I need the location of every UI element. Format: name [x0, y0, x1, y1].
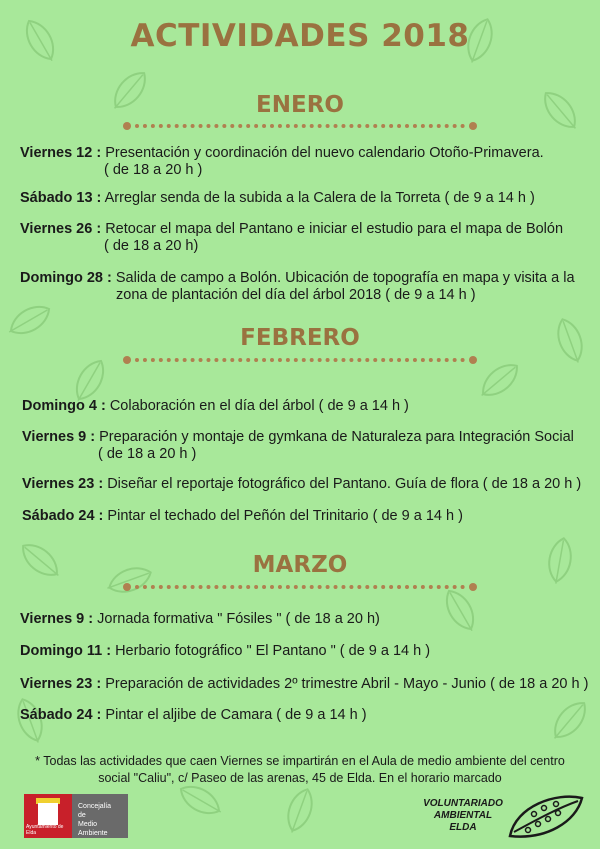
dotted-divider	[135, 585, 465, 593]
activity-entry	[20, 190, 590, 207]
footnote-line: social "Caliu", c/ Paseo de las arenas, 45 de Elda. En el horario marcado	[98, 771, 502, 785]
activity-day: Viernes 23 :	[22, 476, 104, 492]
activity-text: Preparación de actividades 2º trimestre Abril - Mayo - Junio ( de 18 a 20 h )	[105, 676, 589, 692]
activity-day: Viernes 12 :	[20, 145, 102, 161]
activity-entry	[20, 643, 590, 660]
activity-text: Colaboración en el día del árbol ( de 9 a 14 h )	[109, 398, 409, 414]
activity-entry	[20, 270, 590, 304]
ayuntamiento-logo	[24, 794, 128, 838]
activity-text-cont: zona de plantación del día del árbol 2018 ( de 9 a 14 h )	[116, 287, 476, 303]
activity-day: Domingo 28 :	[20, 270, 112, 286]
activity-entry	[22, 476, 592, 493]
activity-text: Salida de campo a Bolón. Ubicación de topografía en mapa y visita a la	[115, 270, 575, 286]
activity-day: Viernes 23 :	[20, 676, 102, 692]
activity-text: Presentación y coordinación del nuevo calendario Otoño-Primavera.	[105, 145, 544, 161]
dotted-divider	[135, 358, 465, 366]
activity-entry	[20, 707, 590, 724]
activity-entry	[20, 676, 590, 693]
activity-day: Domingo 11 :	[20, 643, 112, 659]
activity-text: Pintar el techado del Peñón del Trinitario ( de 9 a 14 h )	[107, 508, 463, 524]
activity-day: Domingo 4 :	[22, 398, 106, 414]
activity-text: Arreglar senda de la subida a la Calera de la Torreta ( de 9 a 14 h )	[104, 190, 535, 206]
footnote	[30, 753, 570, 787]
activity-text: Preparación y montaje de gymkana de Naturaleza para Integración Social	[99, 429, 574, 445]
voluntariado-label: VOLUNTARIADO AMBIENTAL ELDA	[423, 798, 503, 833]
activity-text-cont: ( de 18 a 20 h)	[104, 238, 199, 254]
footnote-line: * Todas las actividades que caen Viernes se impartirán en el Aula de medio ambiente del centro	[35, 754, 565, 768]
activity-day: Sábado 24 :	[22, 508, 104, 524]
activity-entry	[20, 221, 590, 255]
activity-entry	[20, 611, 590, 628]
concejalia-label: Concejalía de Medio Ambiente	[72, 794, 128, 838]
activity-day: Sábado 24 :	[20, 707, 102, 723]
dotted-divider	[135, 124, 465, 132]
month-heading-febrero: FEBRERO	[240, 325, 360, 351]
activity-day: Viernes 9 :	[22, 429, 96, 445]
activity-entry	[22, 508, 592, 525]
activity-text: Jornada formativa " Fósiles " ( de 18 a 20 h)	[97, 611, 380, 627]
activity-entry	[22, 429, 592, 463]
activity-entry	[20, 145, 590, 179]
month-heading-enero: ENERO	[256, 92, 344, 118]
activity-day: Sábado 13 :	[20, 190, 102, 206]
month-heading-marzo: MARZO	[252, 552, 348, 578]
activity-entry	[22, 398, 592, 415]
activity-text: Pintar el aljibe de Camara ( de 9 a 14 h )	[105, 707, 367, 723]
activity-text-cont: ( de 18 a 20 h )	[104, 162, 203, 178]
activity-text: Diseñar el reportaje fotográfico del Pantano. Guía de flora ( de 18 a 20 h )	[107, 476, 582, 492]
leaf-logo-icon	[506, 792, 586, 842]
shield-icon: Ayuntamiento de Elda	[24, 794, 72, 838]
voluntariado-logo	[416, 792, 586, 842]
poster-title: ACTIVIDADES 2018	[130, 18, 470, 54]
activity-text: Herbario fotográfico " El Pantano " ( de 9 a 14 h )	[115, 643, 431, 659]
activity-text: Retocar el mapa del Pantano e iniciar el estudio para el mapa de Bolón	[105, 221, 564, 237]
activity-text-cont: ( de 18 a 20 h )	[98, 446, 197, 462]
activity-day: Viernes 26 :	[20, 221, 102, 237]
activity-day: Viernes 9 :	[20, 611, 94, 627]
